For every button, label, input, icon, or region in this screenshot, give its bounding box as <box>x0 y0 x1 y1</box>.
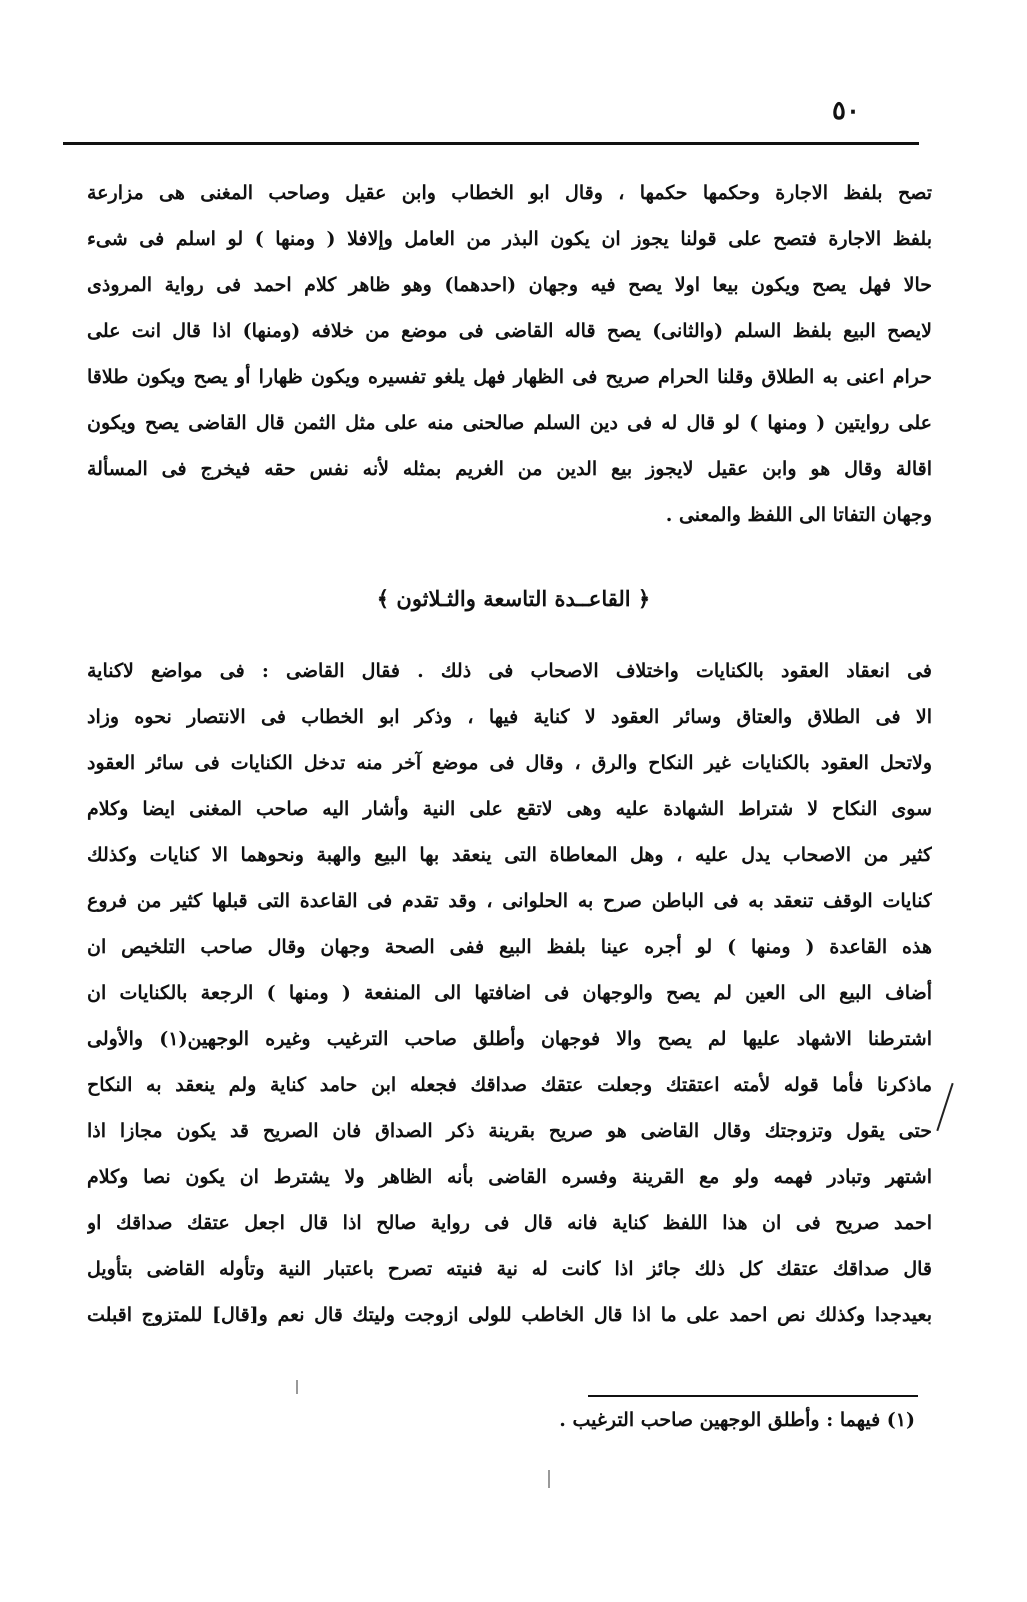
footnote: (١) فيهما : وأطلق الوجهين صاحب الترغيب . <box>559 1409 915 1431</box>
text-line: أضاف البيع الى العين لم يصح والوجهان فى اضافتها الى المنفعة ( ومنها ) الرجعة بالكنايات ان <box>87 982 932 1004</box>
page-number: ٥٠ <box>832 96 860 126</box>
paragraph-1 <box>87 170 932 538</box>
text-line: اقالة وقال هو وابن عقيل لايجوز بيع الدين من الغريم بمثله لأنه نفس حقه فيخرج فى المسألة <box>87 458 932 480</box>
text-line: كثير من الاصحاب يدل عليه ، وهل المعاطاة التى ينعقد بها البيع والهبة ونحوهما الا كنايات وكذلك <box>87 844 932 866</box>
text-line: حرام اعنى به الطلاق وقلنا الحرام صريح فى الظهار فهل يلغو تفسيره ويكون ظهارا أو يصح ويكون طلاقا <box>87 366 932 388</box>
text-line: على روايتين ( ومنها ) لو قال له فى دين السلم صالحنى منه على مثل الثمن قال القاضى يصح ويكون <box>87 412 932 434</box>
text-line: قال صداقك عتقك كل ذلك جائز اذا كانت له نية فنيته تصرح باعتبار النية وتأوله القاضى بتأويل <box>87 1258 932 1280</box>
margin-pen-mark <box>936 1083 953 1131</box>
text-line: وجهان التفاتا الى اللفظ والمعنى . <box>665 504 932 526</box>
text-line: ولاتحل العقود بالكنايات غير النكاح والرق ، وقال فى موضع آخر منه تدخل الكنايات فى سائر العقود <box>87 752 932 774</box>
text-line: لايصح البيع بلفظ السلم (والثانى) يصح قاله القاضى فى موضع من خلافه (ومنها) اذا قال انت على <box>87 320 932 342</box>
text-line: تصح بلفظ الاجارة وحكمها حكمها ، وقال ابو الخطاب وابن عقيل وصاحب المغنى هى مزارعة <box>87 182 932 204</box>
text-line: حتى يقول وتزوجتك وقال القاضى هو صريح بقرينة ذكر الصداق فان الصريح قد يكون مجازا اذا <box>87 1120 932 1142</box>
text-line: فى انعقاد العقود بالكنايات واختلاف الاصحاب فى ذلك . فقال القاضى : فى مواضع لاكناية <box>87 660 932 682</box>
text-line: هذه القاعدة ( ومنها ) لو أجره عينا بلفظ البيع ففى الصحة وجهان وقال صاحب التلخيص ان <box>87 936 932 958</box>
header-rule <box>63 142 919 145</box>
section-heading: ﴿ القاعــدة التاسعة والثـلاثون ﴾ <box>376 586 651 611</box>
scan-speck <box>296 1380 298 1394</box>
text-line: اشترطنا الاشهاد عليها لم يصح والا فوجهان وأطلق صاحب الترغيب وغيره الوجهين(١) والأولى <box>87 1028 932 1050</box>
footnote-rule <box>588 1395 918 1397</box>
text-line: حالا فهل يصح ويكون بيعا اولا يصح فيه وجهان (احدهما) وهو ظاهر كلام احمد فى رواية المروذى <box>87 274 932 296</box>
text-line: احمد صريح فى ان هذا اللفظ كناية فانه قال فى رواية صالح اذا قال اجعل عتقك صداقك او <box>87 1212 932 1234</box>
text-line: الا فى الطلاق والعتاق وسائر العقود لا كناية فيها ، وذكر ابو الخطاب فى الانتصار نحوه وزاد <box>87 706 932 728</box>
scan-speck <box>548 1470 550 1488</box>
text-line: اشتهر وتبادر فهمه ولو مع القرينة وفسره القاضى بأنه الظاهر ولا يشترط ان يكون نصا وكلام <box>87 1166 932 1188</box>
text-line: بعيدجدا وكذلك نص احمد على ما اذا قال الخاطب للولى ازوجت وليتك قال نعم و[قال] للمتزوج اقبلت <box>87 1304 932 1326</box>
text-line: سوى النكاح لا شتراط الشهادة عليه وهى لاتقع على النية وأشار اليه صاحب المغنى ايضا وكلام <box>87 798 932 820</box>
paragraph-2 <box>87 648 932 1338</box>
text-line: بلفظ الاجارة فتصح على قولنا يجوز ان يكون البذر من العامل وإلافلا ( ومنها ) لو اسلم فى شىء <box>87 228 932 250</box>
text-line: كنايات الوقف تنعقد به فى الباطن صرح به الحلوانى ، وقد تقدم فى القاعدة التى قبلها كثير من فروع <box>87 890 932 912</box>
text-line: ماذكرنا فأما قوله لأمته اعتقتك وجعلت عتقك صداقك فجعله ابن حامد كناية ولم ينعقد به النكاح <box>87 1074 932 1096</box>
